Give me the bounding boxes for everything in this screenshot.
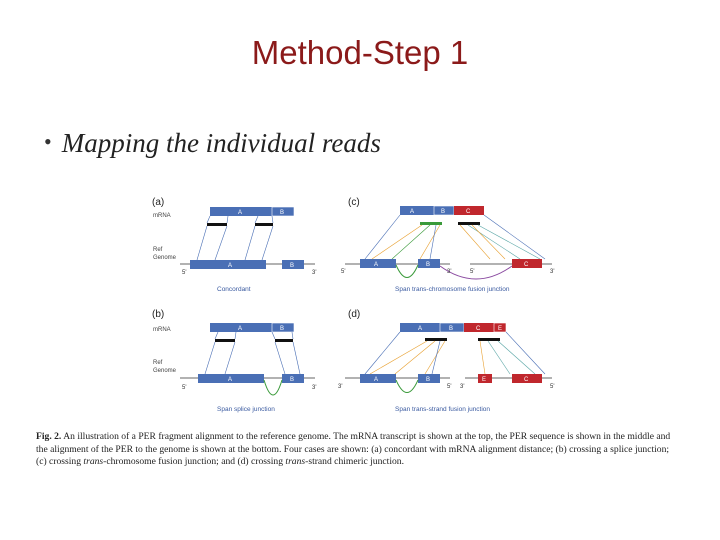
panel-c-mrna-exon-a	[400, 206, 434, 215]
panel-a-map-line	[215, 226, 227, 260]
panel-a-label: (a)	[152, 197, 165, 208]
panel-a-read-1	[207, 223, 227, 226]
panel-d-map-line	[365, 332, 400, 374]
panel-c	[341, 197, 554, 293]
panel-b-read-2	[275, 339, 293, 342]
panel-c-genome-a: A	[374, 262, 379, 268]
panel-c-splice-arc	[396, 265, 418, 278]
panel-d	[338, 309, 554, 413]
panel-a-map-line	[262, 226, 273, 260]
panel-b-map-line	[293, 342, 300, 374]
panel-c-map-line	[460, 225, 490, 259]
bullet-icon: •	[44, 129, 52, 154]
caption-trans-1: trans	[83, 456, 104, 468]
caption-trans-2: trans	[285, 456, 306, 468]
panel-b-genome-b: B	[290, 377, 295, 383]
panel-a-map-line	[197, 226, 207, 260]
panel-a-read-2	[255, 223, 273, 226]
panel-a-genome-b: B	[290, 263, 295, 269]
panel-b-map-line	[235, 332, 236, 339]
panel-b-caption: Span splice junction	[217, 406, 275, 413]
panel-d-mrna-a: A	[418, 326, 423, 332]
panel-d-mrna-e: E	[498, 326, 503, 332]
slide-title: Method-Step 1	[251, 34, 469, 71]
panel-c-map-line	[365, 215, 400, 259]
panel-b-mrna-a: A	[238, 326, 243, 332]
panel-b-map-line	[215, 332, 218, 339]
panel-b-mrna-b: B	[280, 326, 285, 332]
panel-a-caption: Concordant	[217, 286, 251, 293]
panel-a-ref-label: Ref	[153, 247, 163, 253]
panel-b-genome-a: A	[228, 377, 233, 383]
panel-c-map-line	[472, 225, 505, 259]
panel-c-5prime-2: 5'	[470, 269, 475, 275]
panel-d-mrna-c: C	[476, 326, 481, 332]
panel-a-genome-label: Genome	[153, 255, 177, 261]
panel-c-read-1	[420, 222, 442, 225]
panel-d-map-line	[432, 341, 440, 374]
panel-b-label: (b)	[152, 309, 165, 320]
panel-c-mrna-a: A	[410, 209, 415, 215]
caption-text: An illustration of a PER fragment alignment to the reference genome. The mRNA transcript is shown at the top, the PER sequence is shown in the middle and the alignment of the PER to the genome is shown at the bottom. Four cases are shown: (a) concordant with mRNA alignment distance; (b) crossing a splice junction; (c) crossing	[36, 431, 671, 468]
panel-d-map-line	[480, 341, 485, 374]
panel-d-genome-e: E	[482, 377, 487, 383]
panel-b-map-line	[205, 342, 215, 374]
panel-a-map-line	[245, 226, 255, 260]
panel-b-map-line	[292, 332, 293, 339]
panel-c-map-line	[392, 225, 430, 259]
panel-a-3prime: 3'	[312, 270, 317, 276]
panel-b-map-line	[275, 342, 285, 374]
panel-a	[152, 197, 316, 293]
caption-mid: -chromosome fusion junction; and (d) crossing	[103, 456, 286, 468]
panel-a-mrna-a: A	[238, 210, 243, 216]
panel-b-map-line	[225, 342, 235, 374]
panel-c-3prime-1: 3'	[447, 269, 452, 275]
panel-d-mrna-b: B	[449, 326, 454, 332]
panel-d-3prime-1: 3'	[338, 384, 343, 390]
panel-c-mrna-c: C	[466, 209, 471, 215]
caption-end: -strand chimeric junction.	[305, 456, 404, 468]
panel-c-map-line	[430, 225, 436, 259]
panel-c-5prime-1: 5'	[341, 269, 346, 275]
panel-b	[152, 309, 316, 413]
panel-b-mrna-label: mRNA	[153, 327, 171, 333]
figure-caption	[36, 431, 682, 469]
panel-a-mrna-label: mRNA	[153, 213, 171, 219]
panel-a-map-line	[207, 216, 210, 223]
panel-c-map-line	[478, 225, 540, 259]
panel-c-map-line	[372, 225, 422, 259]
panel-c-label: (c)	[348, 197, 360, 208]
panel-a-map-line	[227, 216, 228, 223]
panel-d-label: (d)	[348, 309, 361, 320]
panel-d-5prime-1: 5'	[447, 384, 452, 390]
panel-a-mrna-b: B	[280, 210, 285, 216]
panel-a-5prime: 5'	[182, 270, 187, 276]
panel-d-map-line	[425, 341, 445, 374]
panel-b-5prime: 5'	[182, 385, 187, 391]
panel-b-ref-label: Ref	[153, 360, 163, 366]
panel-d-genome-c: C	[524, 377, 529, 383]
panel-d-caption: Span trans-strand fusion junction	[395, 406, 491, 413]
panel-b-genome-label: Genome	[153, 368, 177, 374]
panel-a-genome-a: A	[228, 263, 233, 269]
panel-c-3prime-2: 3'	[550, 269, 555, 275]
panel-a-map-line	[272, 216, 273, 223]
panel-d-3prime-2: 3'	[460, 384, 465, 390]
panel-d-read-2	[478, 338, 500, 341]
panel-c-read-2	[458, 222, 480, 225]
panel-d-map-line	[395, 341, 435, 374]
panel-d-read-1	[425, 338, 447, 341]
panel-d-genome-a: A	[374, 377, 379, 383]
panel-c-map-line	[468, 225, 520, 259]
panel-b-3prime: 3'	[312, 385, 317, 391]
bullet-text: Mapping the individual reads	[61, 128, 381, 158]
panel-d-genome-b: B	[426, 377, 431, 383]
panel-b-splice-arc	[264, 380, 282, 395]
panel-c-genome-c: C	[524, 262, 529, 268]
panel-d-splice-arc	[396, 380, 418, 393]
panel-a-map-line	[255, 216, 258, 223]
panel-d-map-line	[488, 341, 510, 374]
panel-c-map-line	[484, 215, 545, 259]
panel-c-genome-b: B	[426, 262, 431, 268]
panel-b-read-1	[215, 339, 235, 342]
panel-c-mrna-b: B	[441, 209, 446, 215]
panel-c-caption: Span trans-chromosome fusion junction	[395, 286, 510, 293]
panel-b-map-line	[272, 332, 275, 339]
caption-fig-label: Fig. 2.	[36, 431, 62, 442]
panel-d-5prime-2: 5'	[550, 384, 555, 390]
panel-c-map-line	[420, 225, 440, 259]
